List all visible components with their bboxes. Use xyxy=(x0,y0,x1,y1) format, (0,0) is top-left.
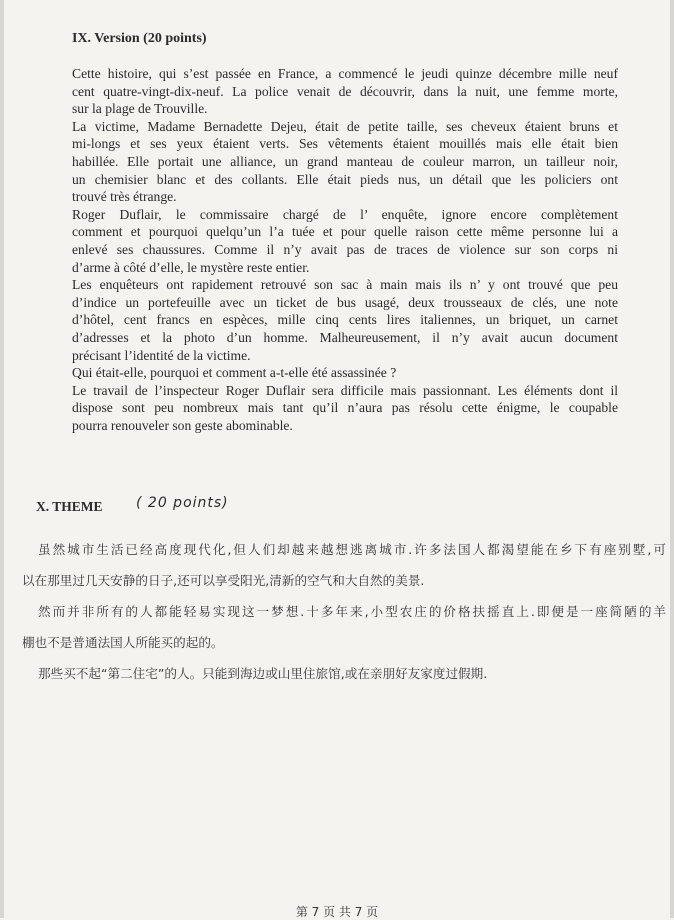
paragraph-line: dispose sont peu nombreux mais tant qu’il n’aura pas résolu cette énigme, le coupable xyxy=(72,400,618,416)
theme-line: 虽然城市生活已经高度现代化,但人们却越来越想逃离城市.许多法国人都渴望能在乡下有座别墅,可 xyxy=(38,542,666,557)
paragraph-line: d’adresses et la photo d’un homme. Malheureusement, il n’y avait aucun document xyxy=(72,329,618,345)
paragraph-line: d’indice un portefeuille avec un ticket de bus usagé, deux trousseaux de clés, une note xyxy=(72,294,618,310)
theme-line: 那些买不起“第二住宅”的人。只能到海边或山里住旅馆,或在亲朋好友家度过假期. xyxy=(38,666,488,681)
paragraph-line: un chemisier blanc et des collants. Elle était pieds nus, un détail que les policiers ont xyxy=(72,171,618,187)
paragraph-line: La victime, Madame Bernadette Dejeu, était de petite taille, ses cheveux étaient bruns et xyxy=(72,118,618,134)
paragraph-line: trouvé très étrange. xyxy=(72,189,177,205)
paragraph-line: pourra renouveler son geste abominable. xyxy=(72,417,293,433)
paragraph-line: d’hôtel, cent francs en espèces, mille cinq cents lires italiennes, un briquet, un carnet xyxy=(72,312,618,328)
handwritten-points-note: ( 20 points) xyxy=(136,495,229,511)
theme-line: 然而并非所有的人都能轻易实现这一梦想.十多年来,小型农庄的价格扶摇直上.即便是一座简陋的羊 xyxy=(38,604,666,619)
paragraph-line: Les enquêteurs ont rapidement retrouvé son sac à main mais ils n’ y ont trouvé que peu xyxy=(72,277,618,293)
paragraph-line: sur la plage de Trouville. xyxy=(72,101,208,117)
section-9-title: IX. Version (20 points) xyxy=(72,31,207,46)
section-10-text xyxy=(22,540,666,695)
paragraph-line: précisant l’identité de la victime. xyxy=(72,347,251,363)
paragraph-line: enlevé ses chaussures. Comme il n’y avait pas de traces de violence sur son corps ni xyxy=(72,241,618,257)
paragraph-line: habillée. Elle portait une alliance, un grand manteau de couleur marron, un tailleur noir, xyxy=(72,153,618,169)
paragraph-line: cent quatre-vingt-dix-neuf. La police venait de découvrir, dans la nuit, une femme morte, xyxy=(72,83,618,99)
paragraph-line: d’arme à côté d’elle, le mystère reste entier. xyxy=(72,259,310,275)
scan-edge-right xyxy=(670,0,674,918)
paragraph-line: comment et pourquoi quelqu’un l’a tuée et pour quelle raison cette même personne lui a xyxy=(72,224,618,240)
theme-line: 以在那里过几天安静的日子,还可以享受阳光,清新的空气和大自然的美景. xyxy=(22,573,425,588)
theme-line: 棚也不是普通法国人所能买的起的。 xyxy=(22,635,224,650)
page-number: 第 7 页 共 7 页 xyxy=(295,905,379,919)
scan-edge-left xyxy=(0,0,4,918)
paragraph-line: Cette histoire, qui s’est passée en France, a commencé le jeudi quinze décembre mille neuf xyxy=(72,66,618,81)
paragraph-line: mi-longs et ses yeux étaient verts. Ses vêtements étaient mouillés mais elle était bien xyxy=(72,136,618,152)
paragraph-line: Qui était-elle, pourquoi et comment a-t-elle été assassinée ? xyxy=(72,365,397,381)
section-10-title: X. THEME xyxy=(36,499,103,514)
section-9-text xyxy=(72,65,618,434)
paragraph-line: Roger Duflair, le commissaire chargé de l’ enquête, ignore encore complètement xyxy=(72,206,618,222)
paragraph-line: Le travail de l’inspecteur Roger Duflair sera difficile mais passionnant. Les éléments dont il xyxy=(72,382,618,398)
